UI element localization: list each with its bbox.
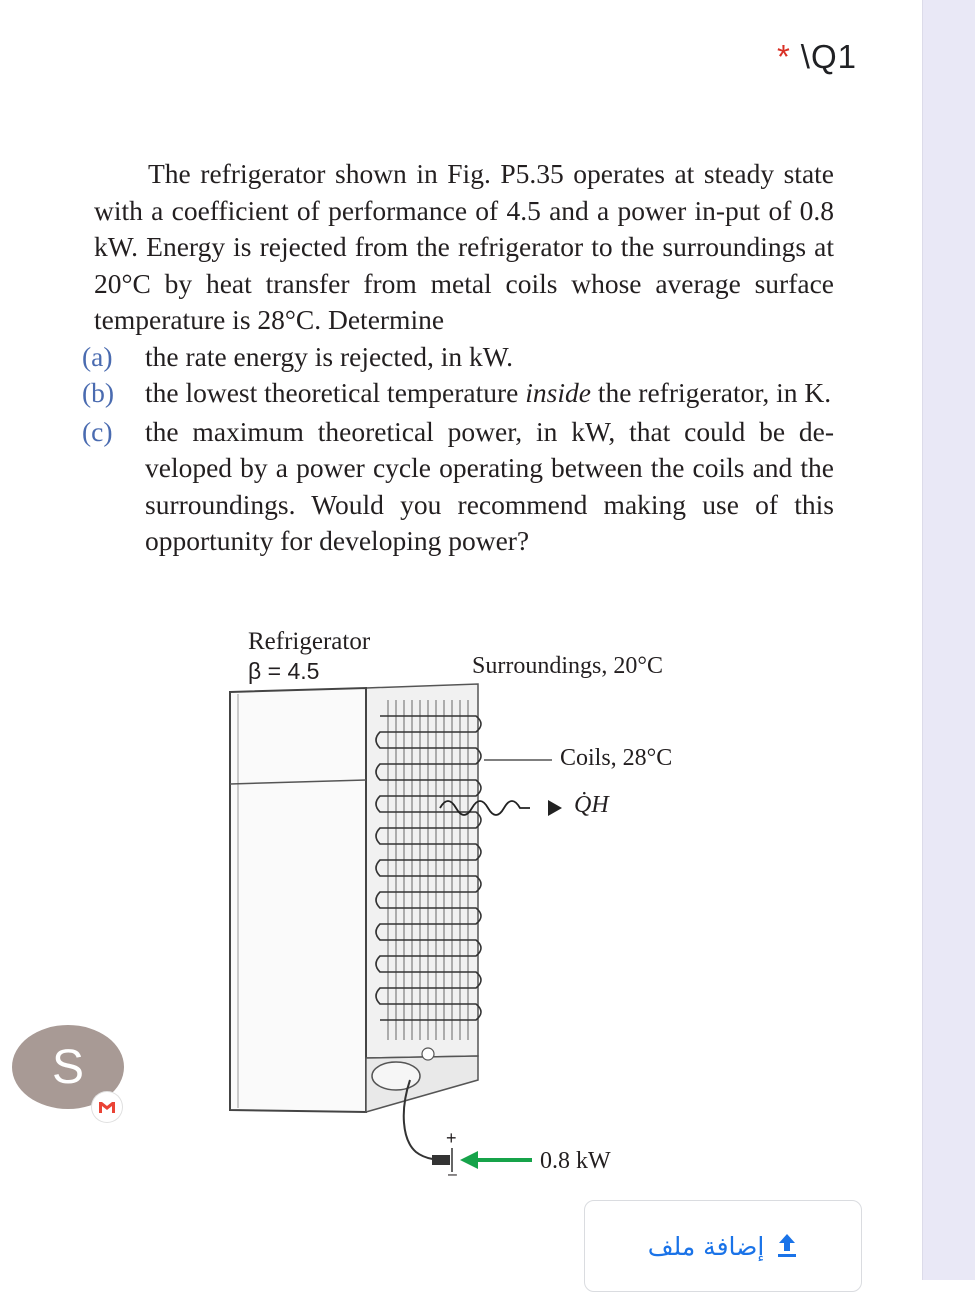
question-title: \Q1 [800, 38, 857, 75]
part-c [82, 414, 834, 560]
coil-fins [388, 700, 468, 1040]
part-a [82, 339, 834, 376]
add-file-label: إضافة ملف [647, 1231, 765, 1261]
part-b [82, 375, 834, 412]
compressor [372, 1062, 420, 1090]
upload-icon [776, 1232, 798, 1260]
part-emphasis: inside [525, 377, 591, 408]
add-file-button[interactable] [584, 1200, 862, 1292]
part-label: (a) [82, 340, 113, 372]
plus-terminal-label: + [446, 1128, 457, 1148]
required-marker: * [776, 38, 791, 75]
part-text: the maximum theoretical power, in kW, that could be de-veloped by a power cycle operating between the coils and the surroundings. Would you recommend making use of this opportunity for developing power? [145, 415, 834, 556]
part-label: (c) [82, 415, 113, 447]
question-header [777, 38, 857, 76]
coil-tubes [376, 716, 481, 1020]
heat-arrowhead [548, 800, 562, 816]
part-text: the rate energy is rejected, in kW. [145, 340, 514, 372]
part-text: the refrigerator, in K. [597, 377, 832, 408]
power-arrowhead [460, 1151, 478, 1169]
part-text: the lowest theoretical temperature [145, 377, 519, 408]
beta-label: β = 4.5 [248, 658, 320, 684]
coils-label: Coils, 28°C [560, 745, 673, 771]
surroundings-label: Surroundings, 20°C [472, 653, 663, 679]
heat-rate-label: Q̇H [574, 792, 609, 818]
power-cord [404, 1080, 446, 1160]
minus-terminal-label: – [448, 1166, 457, 1183]
refrigerator-label: Refrigerator [248, 628, 371, 655]
question-text [82, 156, 834, 560]
freezer-divider [230, 780, 366, 784]
question-intro: The refrigerator shown in Fig. P5.35 operates at steady state with a coefficient of performance of 4.5 and a power in-put of 0.8 kW. Energy is rejected from the refrigerator to the surroundings at 20°C by heat transfer from metal coils whose average surface temperature is 28°C. Determine [94, 158, 834, 335]
plug [432, 1155, 450, 1165]
power-input-label: 0.8 kW [540, 1148, 611, 1174]
avatar-initial: S [51, 1040, 84, 1094]
part-label: (b) [82, 377, 115, 408]
back-panel [366, 684, 478, 1058]
heat-wave [440, 801, 530, 815]
compressor-outlet [422, 1048, 434, 1060]
right-side-panel [922, 0, 975, 1280]
gmail-icon [92, 1092, 122, 1122]
fridge-body [230, 688, 366, 1112]
question-parts [82, 339, 834, 560]
base-compartment [366, 1056, 478, 1112]
